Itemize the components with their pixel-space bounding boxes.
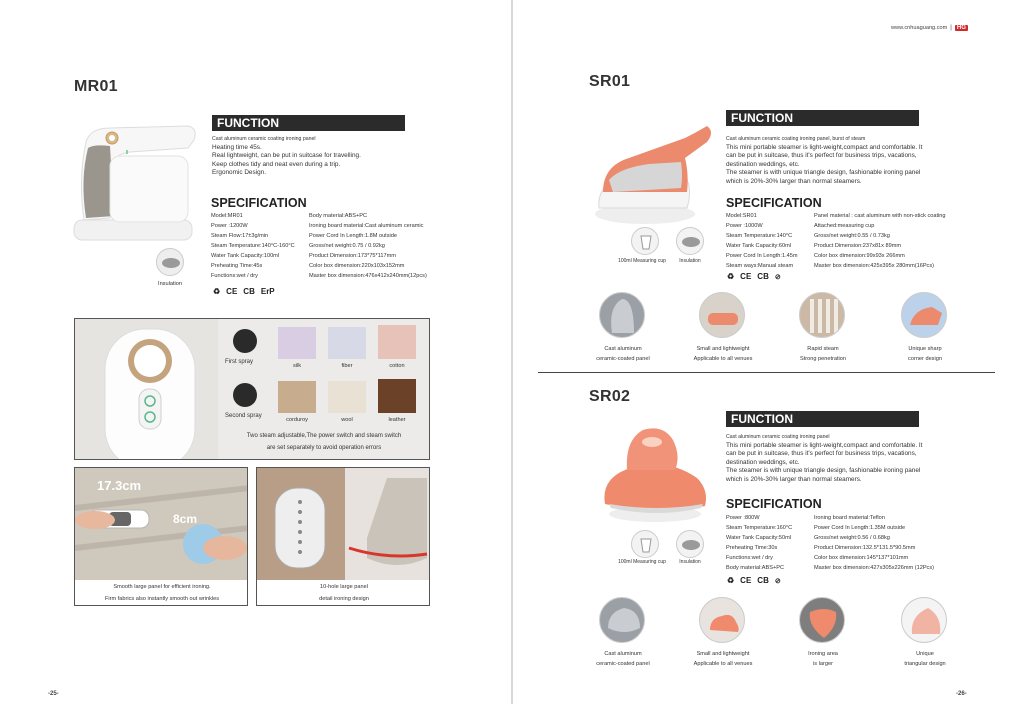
section-divider: [538, 372, 995, 373]
sr01-feature-corner-icon: [901, 292, 947, 338]
sr02-specification-header: SPECIFICATION: [726, 497, 822, 511]
ten-hole-caption1: 10-hole large panel: [320, 584, 368, 590]
sr01-spec-right: Panel material : cast aluminum with non-stick coating Attached:measuring cup Gross/net weight:0.55 / 0.73kg Product Dimension:237x81x 89mm Color box dimension:99x93x 266mm Master box dimension:425x395x 280mm(16Pcs): [814, 213, 946, 269]
sr02-function-header: FUNCTION: [726, 411, 919, 427]
sr01-feature-steam-icon: [799, 292, 845, 338]
insulation-thumbnail: [156, 248, 184, 276]
steamer-closeup-image: [75, 319, 218, 460]
sr01-feature3-l2: Strong penetration: [799, 356, 847, 362]
sr02-feature4-l2: triangular design: [904, 661, 946, 667]
sr02-feature2-l1: Small and lightweight: [696, 651, 750, 657]
cert-cb: CB: [757, 272, 769, 281]
width-dimension: 8cm: [173, 512, 198, 526]
recycle-icon: ♻: [727, 576, 735, 585]
large-panel-caption2: Firm fabrics also instantly smooth out wrinkles: [104, 596, 220, 602]
sr01-feature4-l2: corner design: [908, 356, 942, 362]
large-panel-feature: [74, 467, 248, 606]
sr01-measuring-cup-thumb: [631, 227, 659, 255]
sr01-specification-header: SPECIFICATION: [726, 196, 822, 210]
second-spray-dot: [233, 383, 257, 407]
fiber-swatch: [328, 327, 366, 359]
sr02-spec-left: Power :800W Steam Temperature:160°C Water Tank Capacity:50ml Preheating Time:30s Functions:wet / dry Body material:ABS+PC: [726, 515, 793, 571]
mr01-spec-right: Body material:ABS+PC Ironing board material:Cast aluminum ceramic Power Cord In Length:1.8M outside Gross/net weight:0.75 / 0.92kg Product Dimension:173*75*117mm Color box dimension:220x103x152mm Master box dimension:476x412x240mm(12pcs): [309, 213, 427, 279]
weee-icon: ⊘: [774, 577, 781, 585]
first-spray-label: First spray: [225, 359, 254, 365]
website-url[interactable]: www.cnhuaguang.com: [891, 25, 948, 31]
cert-ce: CE: [226, 287, 238, 296]
sr02-measuring-cup-thumb: [631, 530, 659, 558]
sr01-feature4-l1: Unique sharp: [908, 346, 942, 352]
weee-icon: ⊘: [774, 273, 781, 281]
sr01-insulation-thumb: [676, 227, 704, 255]
sr02-feature-area-icon: [799, 597, 845, 643]
brand-badge: HG: [956, 25, 966, 31]
panel-holes-image: [257, 468, 430, 580]
large-panel-caption1: Smooth large panel for efficient ironing.: [113, 584, 211, 590]
sr02-spec-right: Ironing board material:Teflon Power Cord In Length:1.35M outside Gross/net weight:0.56 / 0.68kg Product Dimension:132.5*131.5*90.5mm Color box dimension:145*137*101mm Master box dimension:427x305x226mm (12Pcs): [814, 515, 935, 571]
recycle-icon: ♻: [213, 287, 221, 296]
sr02-certifications: [727, 576, 781, 585]
sr01-feature-panel-icon: [599, 292, 645, 338]
sr01-model-title: SR01: [589, 73, 631, 90]
second-spray-label: Second spray: [225, 413, 262, 419]
sr01-feature3-l1: Rapid steam: [807, 346, 839, 352]
wool-label: wool: [341, 417, 353, 423]
recycle-icon: ♻: [727, 272, 735, 281]
sr01-feature1-l1: Cast aluminum: [604, 346, 642, 352]
sr01-feature2-l2: Applicable to all venues: [693, 356, 753, 362]
mr01-spec-left: Model:MR01 Power :1200W Steam Flow:17±3g/min Steam Temperature:140°C-160°C Water Tank Capacity:100ml Preheating Time:45s Functions:wet / dry: [211, 213, 295, 279]
right-page: [513, 0, 1024, 704]
sr02-feature-lightweight-icon: [699, 597, 745, 643]
spray-feature-panel: [74, 318, 430, 460]
sr02-feature3-l1: Ironing area: [808, 651, 838, 657]
silk-label: silk: [292, 363, 302, 369]
sr01-feature2-l1: Small and lightweight: [696, 346, 750, 352]
fiber-label: fiber: [341, 363, 353, 369]
corduroy-swatch: [278, 381, 316, 413]
sr01-certifications: [727, 272, 781, 281]
sr01-function-header: FUNCTION: [726, 110, 919, 126]
sr01-feature1-l2: ceramic-coated panel: [596, 356, 650, 362]
sr01-feature-row: [596, 292, 942, 368]
sr01-function-text: Cast aluminum ceramic coating ironing panel, burst of steam This mini portable steamer is light-weight,compact and comfortable. It can be put in suitcase, thus it's perfect for business trips, vacations, destination weddings, etc. The steamer is with unique triangle design, fashionable ironing panel which is 20%-30% larger than normal steamers.: [726, 136, 923, 185]
sr02-insulation-thumb: [676, 530, 704, 558]
sr01-spec-left: Model:SR01 Power :1000W Steam Temperature:140°C Water Tank Capacity:60ml Power Cord In Length:1.45m Steam ways:Manual steam: [726, 213, 798, 269]
sr02-feature-row: [596, 597, 946, 673]
cert-cb: CB: [243, 287, 255, 296]
length-dimension: 17.3cm: [97, 478, 142, 493]
sr02-product-image: [597, 420, 717, 524]
cert-ce: CE: [740, 576, 752, 585]
sr01-feature-lightweight-icon: [699, 292, 745, 338]
spray-caption-line2: are set separately to avoid operation errors: [266, 445, 382, 451]
sr02-feature-triangle-icon: [901, 597, 947, 643]
mr01-certifications: [213, 287, 275, 296]
ten-hole-caption2: detail ironing design: [319, 596, 369, 602]
sr02-acc2-label: Insulation: [679, 559, 701, 565]
cotton-label: cotton: [389, 363, 405, 369]
corduroy-label: corduroy: [286, 417, 308, 423]
leather-label: leather: [388, 417, 406, 423]
cert-erp: ErP: [260, 287, 275, 296]
sr02-acc1-label: 100ml Measuring cup: [618, 559, 666, 565]
sr01-acc2-label: Insulation: [679, 258, 701, 264]
sr02-feature-panel-icon: [599, 597, 645, 643]
mr01-function-text: Cast aluminum ceramic coating ironing panel Heating time 45s. Real lightweight, can be put in suitcase for travelling. Keep clothes tidy and neat even during a trip. Ergonomic Design.: [212, 136, 361, 177]
sr01-product-image: [589, 118, 719, 230]
silk-swatch: [278, 327, 316, 359]
cert-ce: CE: [740, 272, 752, 281]
mr01-specification-header: SPECIFICATION: [211, 196, 307, 210]
mr01-product-image: [70, 120, 202, 250]
left-page: [0, 0, 511, 704]
sr02-feature3-l2: is larger: [813, 661, 833, 667]
cert-cb: CB: [757, 576, 769, 585]
sr02-feature1-l1: Cast aluminum: [604, 651, 642, 657]
page-number-left: -25-: [48, 691, 59, 697]
leather-swatch: [378, 379, 416, 413]
sr01-acc1-label: 100ml Measuring cup: [618, 258, 666, 264]
cotton-swatch: [378, 325, 416, 359]
sr02-feature1-l2: ceramic-coated panel: [596, 661, 650, 667]
sr02-function-text: Cast aluminum ceramic coating ironing panel This mini portable steamer is light-weight,compact and comfortable. It can be put in suitcase, thus it's perfect for business trips, vacations, destination weddings, etc. The steamer is with unique triangle design, fashionable ironing panel which is 20%-30% larger than normal steamers.: [726, 434, 923, 483]
mr01-function-header: FUNCTION: [212, 115, 405, 131]
spray-caption-line1: Two steam adjustable,The power switch and steam switch: [246, 433, 402, 439]
page-number-right: -26-: [956, 691, 967, 697]
sr02-model-title: SR02: [589, 388, 631, 405]
ten-hole-feature: [256, 467, 430, 606]
mr01-model-title: MR01: [74, 78, 118, 95]
wool-swatch: [328, 381, 366, 413]
sr02-feature4-l1: Unique: [916, 651, 934, 657]
insulation-label: Insulation: [158, 281, 182, 287]
first-spray-dot: [233, 329, 257, 353]
page-header: www.cnhuaguang.com | HG: [891, 25, 966, 31]
sr02-feature2-l2: Applicable to all venues: [693, 661, 753, 667]
